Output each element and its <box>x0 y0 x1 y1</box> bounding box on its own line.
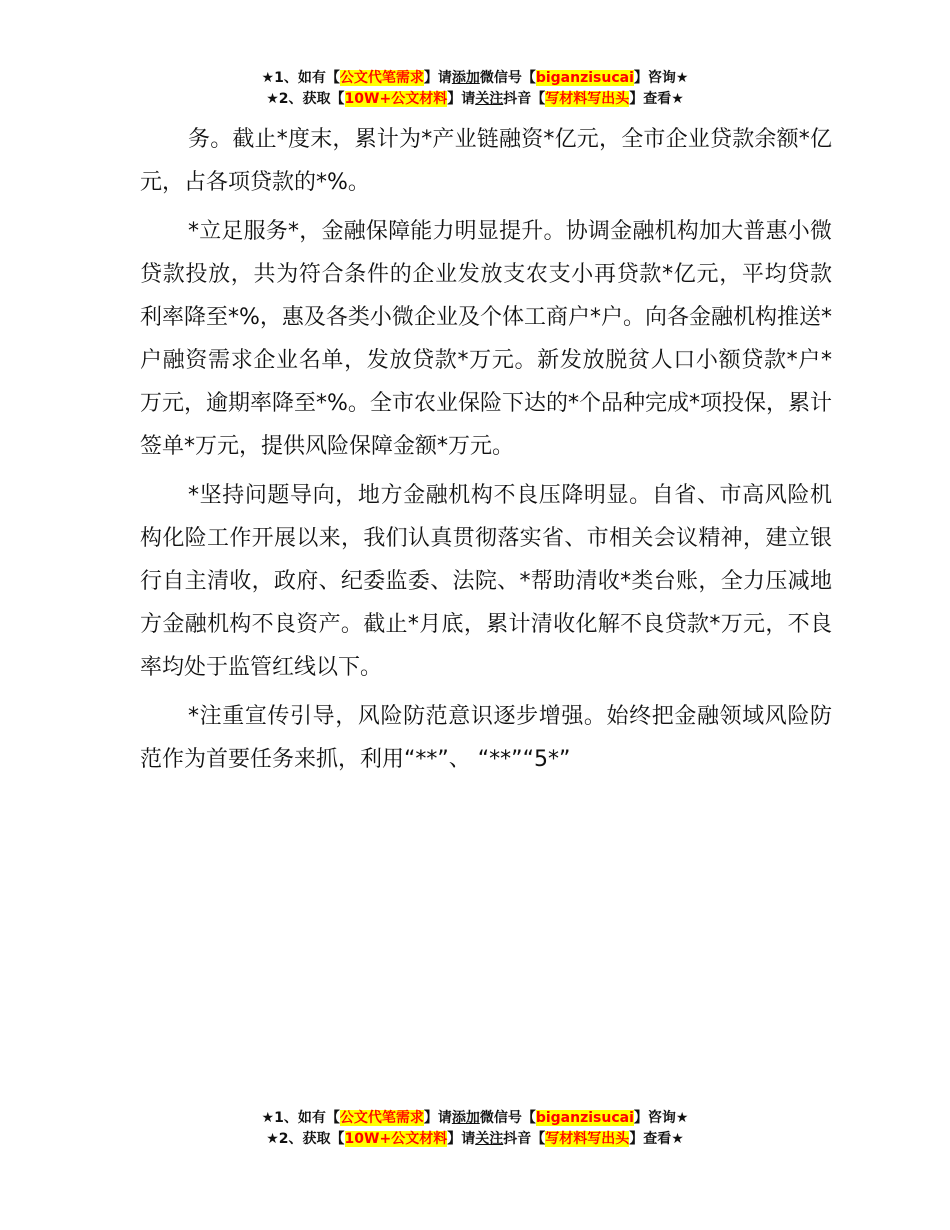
banner-text: 】查看 <box>629 91 672 107</box>
banner-follow-link[interactable]: 关注 <box>475 91 504 107</box>
highlight-ghostwriting: 公文代笔需求 <box>339 1110 424 1126</box>
document-body <box>140 118 832 787</box>
paragraph-continuation: 务。截止*度末，累计为*产业链融资*亿元，全市企业贷款余额*亿元，占各项贷款的*%。 <box>140 127 832 195</box>
banner-text: 抖音【 <box>503 91 546 107</box>
star-icon: ★ <box>266 91 279 107</box>
banner-text: 】请 <box>423 1110 452 1126</box>
banner-follow-link[interactable]: 关注 <box>475 1131 504 1147</box>
banner-line-1 <box>0 68 950 89</box>
paragraph-problem-oriented: *坚持问题导向，地方金融机构不良压降明显。自省、市高风险机构化险工作开展以来，我们认真贯彻落实省、市相关会议精神，建立银行自主清收，政府、纪委监委、法院、*帮助清收*类台账，全力压减地方金融机构不良资产。截止*月底，累计清收化解不良贷款*万元，不良率均处于监管红线以下。 <box>140 483 832 680</box>
paragraph-publicity: *注重宣传引导，风险防范意识逐步增强。始终把金融领域风险防范作为首要任务来抓，利用“**”、 “**”“5*” <box>140 704 832 772</box>
banner-text: 1、如有【 <box>274 70 340 86</box>
star-icon: ★ <box>261 70 275 86</box>
banner-text: 】请 <box>447 1131 476 1147</box>
paragraph-service: *立足服务*，金融保障能力明显提升。协调金融机构加大普惠小微贷款投放，共为符合条件的企业发放支农支小再贷款*亿元，平均贷款利率降至*%，惠及各类小微企业及个体工商户*户。向各金融机构推送*户融资需求企业名单，发放贷款*万元。新发放脱贫人口小额贷款*户*万元，逾期率降至*%。全市农业保险下达的*个品种完成*项投保，累计签单*万元，提供风险保障金额*万元。 <box>140 219 832 459</box>
highlight-wechat-id: biganzisucai <box>535 70 634 86</box>
star-icon: ★ <box>261 1110 275 1126</box>
banner-line-2 <box>0 89 950 110</box>
star-icon: ★ <box>671 1131 684 1147</box>
banner-line-1 <box>0 1108 950 1129</box>
banner-add-link[interactable]: 添加 <box>451 1110 480 1126</box>
banner-text: 2、获取【 <box>278 91 345 107</box>
banner-text: 】请 <box>423 70 452 86</box>
footer-banner <box>0 1108 950 1150</box>
star-icon: ★ <box>671 91 684 107</box>
highlight-douyin-account: 写材料写出头 <box>545 1131 630 1147</box>
highlight-materials: 10W+公文材料 <box>344 1131 448 1147</box>
star-icon: ★ <box>266 1131 279 1147</box>
banner-text: 】查看 <box>629 1131 672 1147</box>
banner-text: 】咨询 <box>633 1110 676 1126</box>
highlight-douyin-account: 写材料写出头 <box>545 91 630 107</box>
highlight-materials: 10W+公文材料 <box>344 91 448 107</box>
banner-text: 】请 <box>447 91 476 107</box>
highlight-wechat-id: biganzisucai <box>535 1110 634 1126</box>
star-icon: ★ <box>675 70 689 86</box>
banner-line-2 <box>0 1129 950 1150</box>
header-banner <box>0 68 950 110</box>
banner-text: 2、获取【 <box>278 1131 345 1147</box>
banner-text: 】咨询 <box>633 70 676 86</box>
banner-text: 抖音【 <box>503 1131 546 1147</box>
banner-add-link[interactable]: 添加 <box>451 70 480 86</box>
banner-text: 微信号【 <box>479 1110 536 1126</box>
banner-text: 微信号【 <box>479 70 536 86</box>
banner-text: 1、如有【 <box>274 1110 340 1126</box>
star-icon: ★ <box>675 1110 689 1126</box>
highlight-ghostwriting: 公文代笔需求 <box>339 70 424 86</box>
